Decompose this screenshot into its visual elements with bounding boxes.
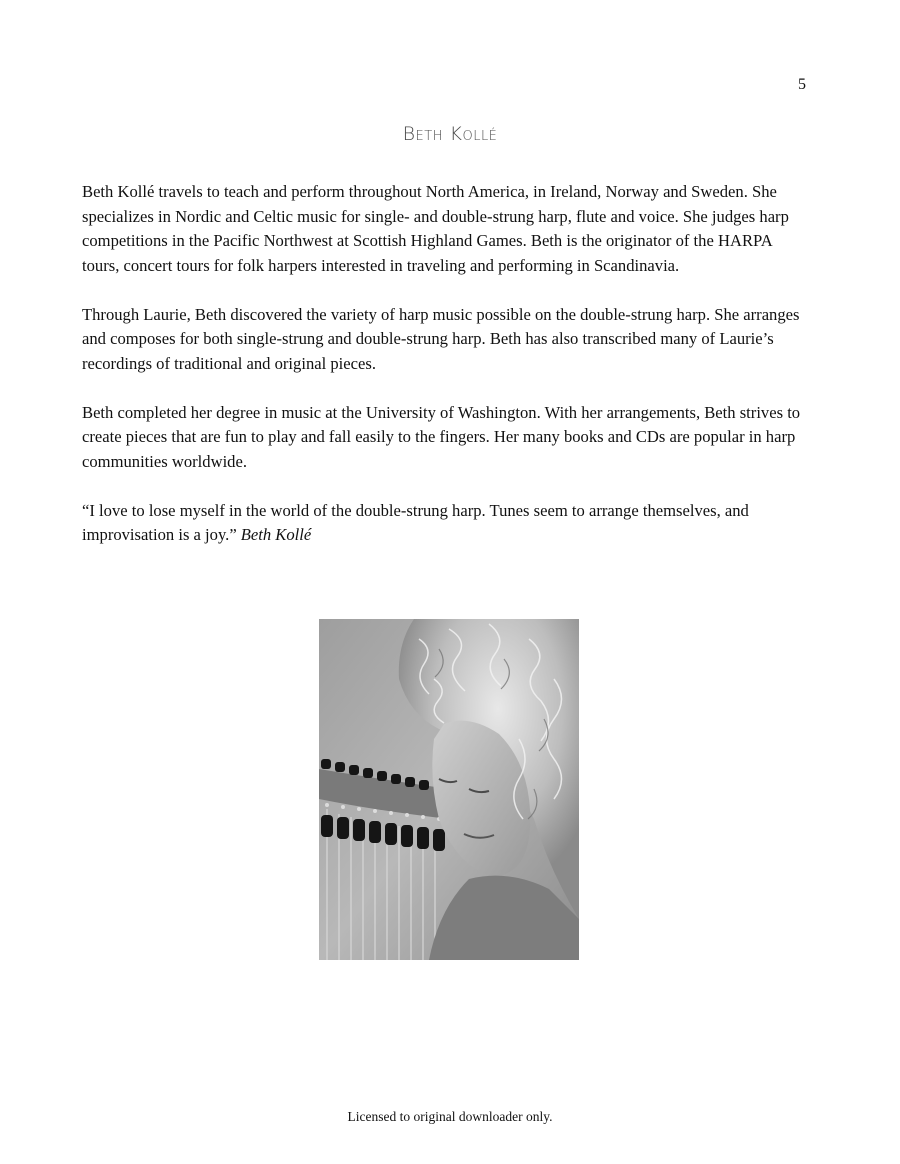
- quote-paragraph: [82, 499, 812, 548]
- page-title: Beth Kollé: [402, 123, 498, 145]
- paragraph-3: Beth completed her degree in music at the University of Washington. With her arrangements, Beth strives to create pieces that are fun to play and fall easily to the fingers. Her many books and CDs are popular in harp communities worldwide.: [82, 402, 801, 471]
- page-number: 5: [798, 76, 806, 93]
- body-text: [82, 180, 812, 572]
- paragraph-2: Through Laurie, Beth discovered the variety of harp music possible on the double-strung harp. She arranges and composes for both single-strung and double-strung harp. Beth has also transcribed many of Laurie’s recordings of traditional and original pieces.: [82, 304, 800, 373]
- quote-text: “I love to lose myself in the world of the double-strung harp. Tunes seem to arrange themselves, and improvisation is a joy.”: [82, 500, 749, 544]
- portrait-photo-illustration: [319, 619, 579, 960]
- quote-attribution: Beth Kollé: [240, 525, 312, 544]
- portrait-photo: [319, 619, 579, 960]
- license-footer: Licensed to original downloader only.: [347, 1109, 553, 1124]
- paragraph-1: Beth Kollé travels to teach and perform throughout North America, in Ireland, Norway and Sweden. She specializes in Nordic and Celtic music for single- and double-strung harp, flute and voice. She judges harp competitions in the Pacific Northwest at Scottish Highland Games. Beth is the originator of the HARPA tours, concert tours for folk harpers interested in traveling and performing in Scandinavia.: [82, 182, 789, 275]
